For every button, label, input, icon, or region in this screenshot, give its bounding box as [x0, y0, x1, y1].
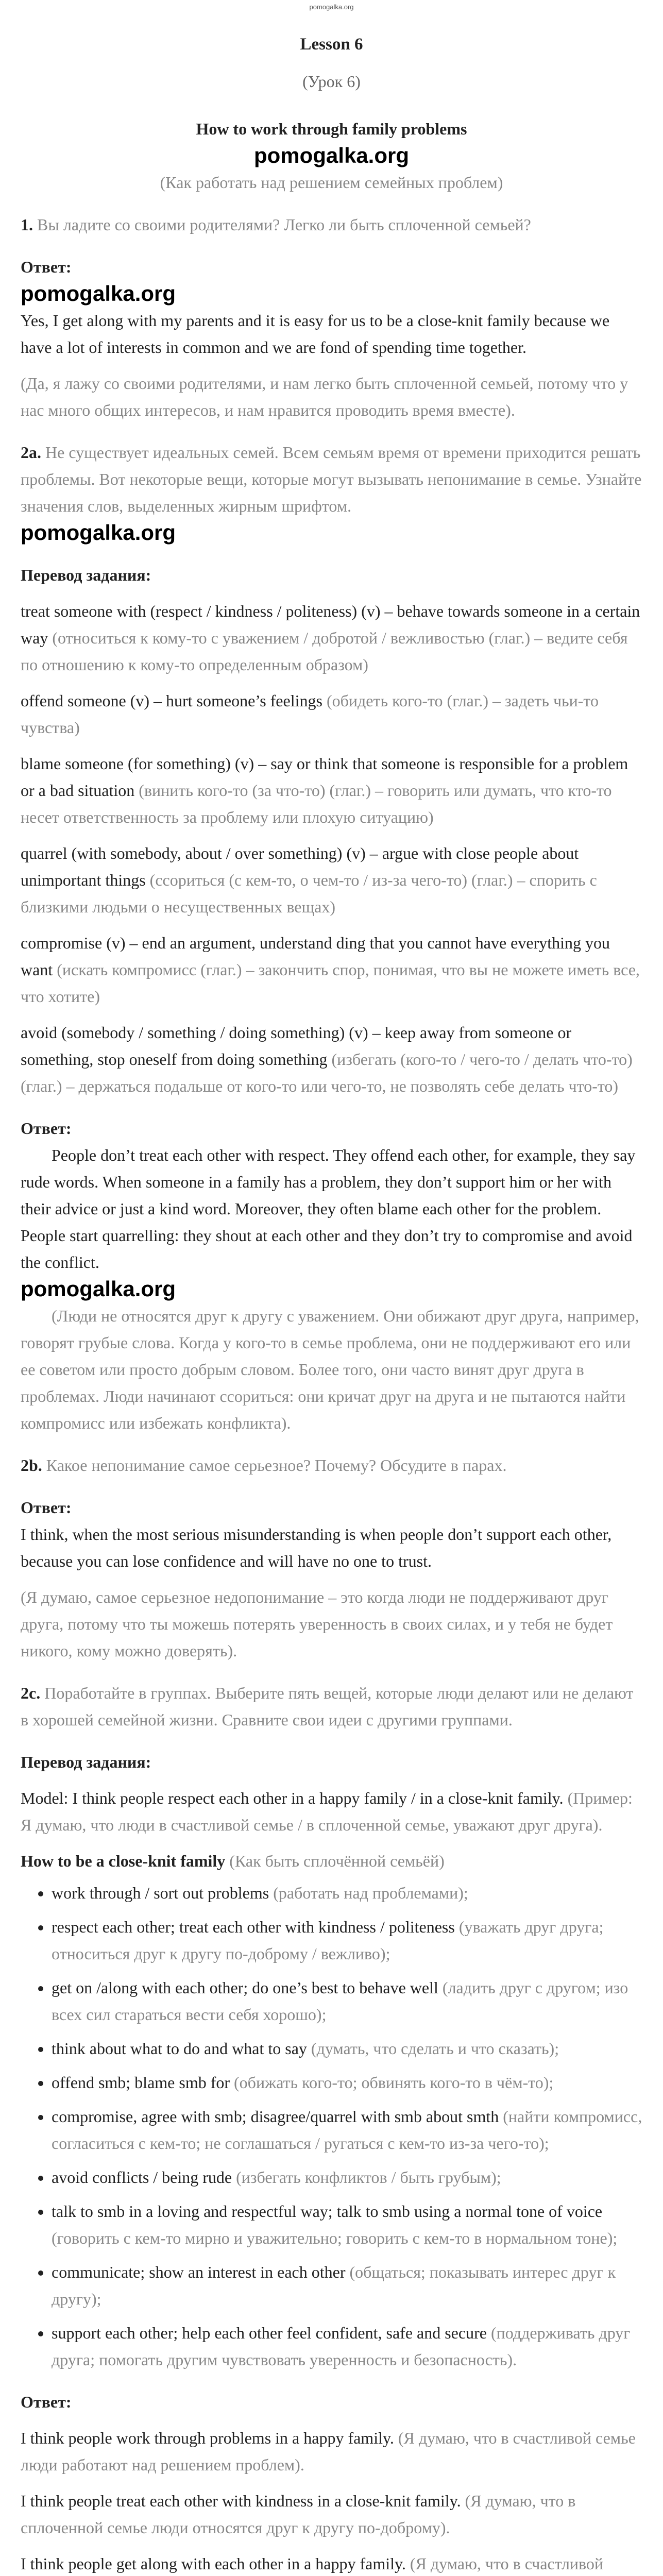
q2c-answer-label: Ответ:	[21, 2393, 72, 2411]
q1-answer-ru: (Да, я лажу со своими родителями, и нам легко быть сплоченной семьей, потому что у нас много общих интересов, и нам нравится проводить время вместе).	[21, 374, 628, 419]
q2c-answer: I think people work through problems in a happy family. (Я думаю, что в счастливой семье люди работают над решением проблем).	[21, 2429, 636, 2474]
watermark-logo: pomogalka.org	[253, 143, 410, 167]
q2a-answer-ru: (Люди не относятся друг к другу с уважением. Они обижают друг друга, например, говорят грубые слова. Когда у кого-то в семье проблема, они не поддерживают его или ее советом или просто добрым словом. Более того, они часто винят друг друга в проблемах. Люди начинают ссориться: они кричат друг на друга и не пытаются найти компромисс или избежать конфликта).	[21, 1307, 639, 1432]
q2a-answer-en: People don’t treat each other with respect. They offend each other, for example, they say rude words. When someone in a family has a problem, they don’t support him or her with their advice or just a kind word. Moreover, they often blame each other for the problem. People start quarrelling: they shout at each other and they don’t try to compromise and avoid the conflict.	[21, 1146, 636, 1272]
list-item: • communicate; show an interest in each other (общаться; показывать интерес друг к другу);	[52, 2259, 642, 2312]
q1-question: 1. Вы ладите со своими родителями? Легко ли быть сплоченной семьей?	[21, 215, 531, 234]
watermark-logo: pomogalka.org	[21, 281, 176, 306]
list-item: • talk to smb in a loving and respectful way; talk to smb using a normal tone of voice (говорить с кем-то мирно и уважительно; говорить с кем-то в нормальном тоне);	[52, 2198, 642, 2251]
list-item: • avoid conflicts / being rude (избегать конфликтов / быть грубым);	[52, 2164, 642, 2191]
q2c-list	[21, 1879, 642, 2373]
q2c-answer: I think people get along with each other in a happy family. (Я думаю, что в счастливой	[21, 2554, 604, 2573]
watermark-logo: pomogalka.org	[21, 520, 176, 545]
lesson-heading-ru: (Как работать над решением семейных проблем)	[160, 173, 503, 192]
lesson-heading: How to work through family problems	[196, 120, 467, 138]
q2c-label: Перевод задания:	[21, 1753, 151, 1771]
q2c-model: Model: I think people respect each other in a happy family / in a close-knit family. (Пример: Я думаю, что люди в счастливой семье / в сплоченной семье, уважают друг друга).	[21, 1789, 633, 1834]
q1-answer-label: Ответ:	[21, 258, 72, 276]
list-item: • offend smb; blame smb for (обижать кого-то; обвинять кого-то в чём-то);	[52, 2069, 642, 2096]
lesson-content	[21, 31, 642, 2576]
q2c-list-title: How to be a close-knit family (Как быть сплочённой семьёй)	[21, 1852, 445, 1870]
q2c-answer: I think people treat each other with kindness in a close-knit family. (Я думаю, что в сплоченной семье люди относятся друг к другу по-доброму).	[21, 2492, 576, 2537]
q1-answer-en: Yes, I get along with my parents and it is easy for us to be a close-knit family because we have a lot of interests in common and we are fond of spending time together.	[21, 311, 610, 357]
q2a-item: treat someone with (respect / kindness / politeness) (v) – behave towards someone in a certain way (относиться к кому-то с уважением / добротой / вежливостью (глаг.) – ведите себя по отношению к кому-то определенным образом)	[21, 602, 640, 674]
q2a-label: Перевод задания:	[21, 566, 151, 584]
list-item: • support each other; help each other feel confident, safe and secure (поддерживать друг друга; помогать другим чувствовать уверенность и безопасность).	[52, 2319, 642, 2373]
top-watermark: pomogalka.org	[309, 3, 354, 11]
list-item: • compromise, agree with smb; disagree/quarrel with smb about smth (найти компромисс, согласиться с кем-то; не соглашаться / ругаться с кем-то из-за чего-то);	[52, 2103, 642, 2157]
list-item: • get on /along with each other; do one’s best to behave well (ладить друг с другом; изо всех сил стараться вести себя хорошо);	[52, 1974, 642, 2028]
q2c-question: 2c. Поработайте в группах. Выберите пять вещей, которые люди делают или не делают в хорошей семейной жизни. Сравните свои идеи с другими группами.	[21, 1684, 634, 1729]
q2a-item: compromise (v) – end an argument, understand ding that you cannot have everything you want (искать компромисс (глаг.) – закончить спор, понимая, что вы не можете иметь все, что хотите)	[21, 934, 640, 1006]
lesson-subtitle: (Урок 6)	[302, 72, 361, 91]
q2a-item: avoid (somebody / something / doing something) (v) – keep away from someone or something, stop oneself from doing something (избегать (кого-то / чего-то / делать что-то) (глаг.) – держаться подальше от кого-то или чего-то, не позволять себе делать что-то)	[21, 1023, 633, 1095]
q2b-answer-label: Ответ:	[21, 1498, 72, 1517]
q2a-item: quarrel (with somebody, about / over something) (v) – argue with close people about unimportant things (ссориться (с кем-то, о чем-то / из-за чего-то) (глаг.) – спорить с близкими людьми о несущественных вещах)	[21, 844, 597, 916]
q2b-answer-en: I think, when the most serious misunderstanding is when people don’t support each other, because you can lose confidence and will have no one to trust.	[21, 1525, 612, 1570]
lesson-title: Lesson 6	[300, 35, 363, 54]
list-item: • work through / sort out problems (работать над проблемами);	[52, 1879, 642, 1906]
list-item: • respect each other; treat each other with kindness / politeness (уважать друг друга; относиться друг к другу по-доброму / вежливо);	[52, 1913, 642, 1967]
list-item: • think about what to do and what to say (думать, что сделать и что сказать);	[52, 2035, 642, 2062]
q2b-answer-ru: (Я думаю, самое серьезное недопонимание – это когда люди не поддерживают друг друга, потому что ты можешь потерять уверенность в своих силах, и у тебя не будет никого, кому можно доверять).	[21, 1588, 613, 1660]
q2a-question: 2a. Не существует идеальных семей. Всем семьям время от времени приходится решать проблемы. Вот некоторые вещи, которые могут вызывать непонимание в семье. Узнайте значения слов, выделенных жирным шрифтом.	[21, 443, 642, 515]
q2a-item: offend someone (v) – hurt someone’s feelings (обидеть кого-то (глаг.) – задеть чьи-то чувства)	[21, 691, 599, 737]
q2a-answer-label: Ответ:	[21, 1119, 72, 1138]
watermark-logo: pomogalka.org	[21, 1277, 176, 1301]
q2b-question: 2b. Какое непонимание самое серьезное? Почему? Обсудите в парах.	[21, 1456, 507, 1475]
q2a-item: blame someone (for something) (v) – say or think that someone is responsible for a problem or a bad situation (винить кого-то (за что-то) (глаг.) – говорить или думать, что кто-то несет ответственность за проблему или плохую ситуацию)	[21, 754, 628, 826]
